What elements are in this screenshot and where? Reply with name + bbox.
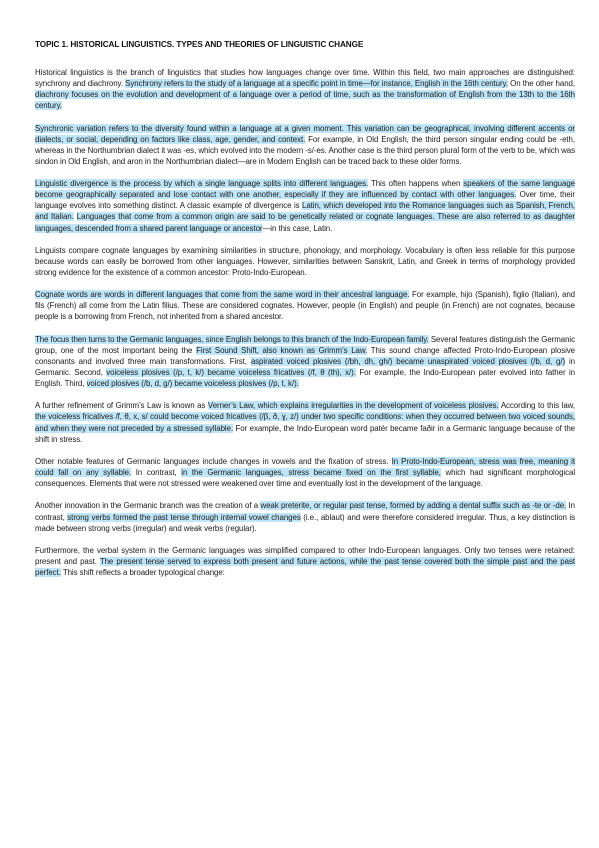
highlighted-text: Synchrony refers to the study of a language at a specific point in time—for instance, English in the 16th century. <box>125 79 508 89</box>
highlighted-text: Synchronic variation refers to the diversity found within a language at a given moment. This variation can be geographical, involving different accents or dialects, or social, depending on factors like class, age, gender, and context. <box>35 123 575 144</box>
text-segment: A further refinement of Grimm’s Law is known as <box>35 401 208 411</box>
document-title: TOPIC 1. HISTORICAL LINGUISTICS. TYPES AND THEORIES OF LINGUISTIC CHANGE <box>35 40 364 49</box>
highlighted-text: weak preterite, or regular past tense, formed by adding a dental suffix such as -te or -de. <box>260 501 567 511</box>
paragraph <box>35 456 575 489</box>
highlighted-text: diachrony focuses on the evolution and development of a language over a period of time, such as the transformation of English from the 13th to the 16th century. <box>35 90 575 111</box>
text-segment: According to this law, <box>498 401 575 411</box>
highlighted-text: strong verbs formed the past tense through internal vowel changes <box>67 512 301 522</box>
text-segment: which had significant morphological consequences. Elements that were not stressed were weakened over time and eventually lost in the development of the language. <box>35 468 576 489</box>
text-segment: Historical linguistics is the branch of linguistics that studies how languages change over time. Within this field, two main approaches are distinguished: synchrony and diachrony. <box>35 68 575 89</box>
highlighted-text: voiceless plosives (/p, t, k/) became voiceless fricatives (/f, θ (th), x/). <box>106 368 356 377</box>
text-segment: On the other hand, <box>507 79 576 89</box>
text-segment: in Germanic. Second, <box>35 356 575 377</box>
text-segment: In contrast, <box>131 468 182 478</box>
text-segment: Another innovation in the Germanic branch was the creation of a <box>35 501 261 511</box>
paragraph <box>35 289 575 322</box>
paragraph <box>35 178 575 233</box>
text-segment: In contrast, <box>35 501 576 522</box>
text-segment: This sound change affected Proto-Indo-European plosive consonants and involved three main transformations. First, <box>35 345 575 366</box>
highlighted-text: Linguistic divergence is the process by which a single language splits into different languages. <box>35 179 369 189</box>
highlighted-text: Verner’s Law, which explains irregularities in the development of voiceless plosives. <box>207 401 499 411</box>
text-segment: For example, the Indo-European word patér became faðir in a Germanic language because of the shift in stress. <box>35 423 575 444</box>
highlighted-text: Latin, which developed into the Romance languages such as Spanish, French, and Italian. <box>35 201 576 222</box>
highlighted-text: First Sound Shift, also known as Grimm’s Law. <box>196 345 368 355</box>
text-segment: Over time, their language evolves into something distinct. A classic example of divergence is <box>35 190 575 211</box>
text-segment: Linguists compare cognate languages by examining similarities in structure, phonology, and morphology. Vocabulary is often less reliable for this purpose because words can easily be borrowed from other languages. However, similarities between Sanskrit, Latin, and Greek in terms of morphology provided strong evidence for the existence of a common ancestor: Proto-Indo-European. <box>35 245 575 277</box>
paragraph <box>35 400 575 444</box>
text-segment: Other notable features of Germanic languages include changes in vowels and the fixation of stress. <box>35 456 392 466</box>
highlighted-text: voiced plosives (/b, d, g/) became voiceless plosives (/p, t, k/). <box>86 379 299 389</box>
document-body <box>35 67 575 578</box>
highlighted-text: Languages that come from a common origin are said to be genetically related or cognate languages. These are also referred to as daughter languages, descended from a shared parent language or ancestor <box>35 212 575 233</box>
text-segment: This often happens when <box>368 179 464 189</box>
paragraph <box>35 245 575 278</box>
highlighted-text: Cognate words are words in different languages that come from the same word in their ancestral language. <box>35 290 410 300</box>
highlighted-text: the voiceless fricatives /f, θ, x, s/ could become voiced fricatives (/β, ð, ɣ, z/) under two specific conditions: when they occurred between two voiced sounds, and when they were not preceded by a stressed syllable. <box>35 412 575 433</box>
text-segment: This shift reflects a broader typological change: <box>60 568 225 578</box>
paragraph <box>35 123 575 167</box>
paragraph <box>35 334 575 389</box>
text-segment: Furthermore, the verbal system in the Germanic languages was simplified compared to other Indo-European languages. Only two tenses were retained: present and past. <box>35 545 575 566</box>
paragraph <box>35 500 575 533</box>
paragraph <box>35 67 575 111</box>
highlighted-text: aspirated voiced plosives (/bh, dh, gh/) became unaspirated voiced plosives (/b, d, g/) <box>250 356 566 366</box>
highlighted-text: in the Germanic languages, stress became fixed on the first syllable, <box>181 468 441 478</box>
highlighted-text: speakers of the same language become geographically separated and lose contact with one another, especially if they are influenced by contact with other languages. <box>35 179 575 200</box>
text-segment: —in this case, Latin. <box>262 223 333 233</box>
paragraph <box>35 545 575 578</box>
highlighted-text: The present tense served to express both present and future actions, while the past tense covered both the simple past and the past perfect. <box>35 556 575 578</box>
text-segment: For example, in Old English, the third person singular ending could be -eth, whereas in the Northumbrian dialect it was -es, which evolved into the modern -s/-es. Another case is the third person plural form of the verb to be, which was sindon in Old English, and aron in the Northumbrian dialect—are in Modern English can be traced back to these older forms. <box>35 134 576 166</box>
text-segment: (i.e., ablaut) and were therefore considered irregular. Thus, a key distinction is made between strong verbs (irregular) and weak verbs (regular). <box>35 512 575 533</box>
text-segment: For example, the Indo-European pater evolved into father in English. Third, <box>35 368 575 389</box>
highlighted-text: The focus then turns to the Germanic languages, since English belongs to this branch of the Indo-European family. <box>35 334 429 344</box>
highlighted-text: In Proto-Indo-European, stress was free, meaning it could fall on any syllable. <box>35 456 576 478</box>
text-segment: For example, hijo (Spanish), figlio (Italian), and fils (French) all come from the Latin filius. These are considered cognates. However, people (in English) and peuple (in French) are not cognates, because people is a borrowing from French, not inherited from a shared ancestor. <box>35 290 575 322</box>
text-segment: Several features distinguish the Germanic group, one of the most important being the <box>35 334 575 355</box>
